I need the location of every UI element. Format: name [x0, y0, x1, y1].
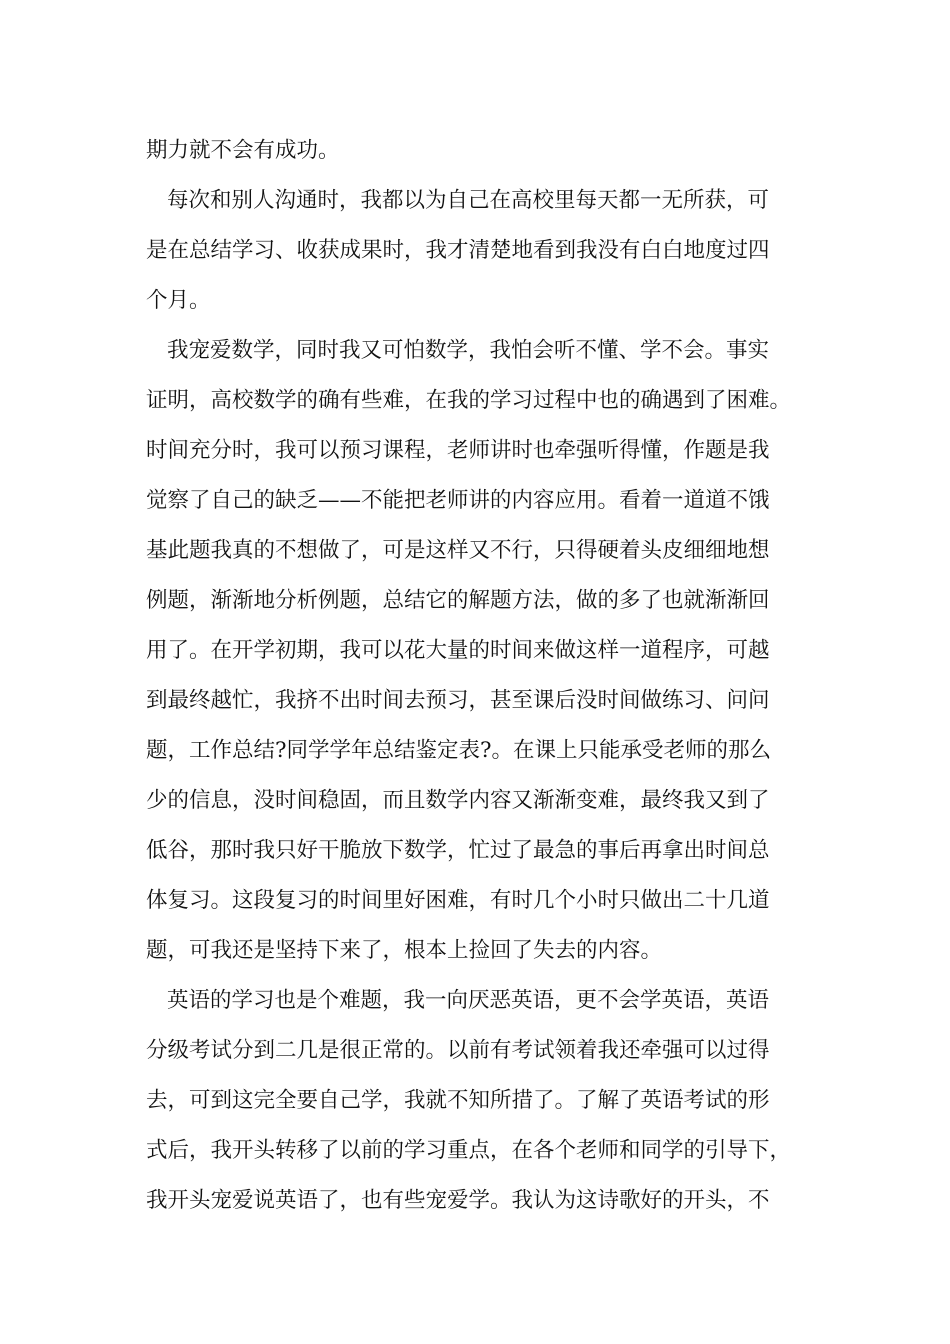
text-line: 体复习。这段复习的时间里好困难，有时几个小时只做出二十几道 [146, 888, 770, 913]
text-line: 每次和别人沟通时，我都以为自己在高校里每天都一无所获，可 [167, 188, 770, 213]
text-line: 式后，我开头转移了以前的学习重点，在各个老师和同学的引导下， [146, 1138, 792, 1163]
paragraph-3 [146, 326, 826, 976]
text-line: 时间充分时，我可以预习课程，老师讲时也牵强听得懂，作题是我 [146, 438, 770, 463]
text-line: 低谷，那时我只好干脆放下数学，忙过了最急的事后再拿出时间总 [146, 838, 770, 863]
text-line: 我开头宠爱说英语了，也有些宠爱学。我认为这诗歌好的开头，不 [146, 1188, 770, 1213]
text-line: 个月。 [146, 288, 211, 313]
text-line: 例题，渐渐地分析例题，总结它的解题方法，做的多了也就渐渐回 [146, 588, 770, 613]
text-line: 去，可到这完全要自己学，我就不知所措了。了解了英语考试的形 [146, 1088, 770, 1113]
text-line: 题，工作总结?同学学年总结鉴定表?。在课上只能承受老师的那么 [146, 738, 772, 763]
paragraph-2 [146, 176, 826, 326]
text-line: 觉察了自己的缺乏——不能把老师讲的内容应用。看着一道道不饿 [146, 488, 770, 513]
text-line: 我宠爱数学，同时我又可怕数学，我怕会听不懂、学不会。事实 [167, 338, 770, 363]
text-line: 证明，高校数学的确有些难，在我的学习过程中也的确遇到了困难。 [146, 388, 792, 413]
text-line: 期力就不会有成功。 [146, 138, 340, 163]
text-line: 分级考试分到二几是很正常的。以前有考试领着我还牵强可以过得 [146, 1038, 770, 1063]
text-line: 题，可我还是坚持下来了，根本上捡回了失去的内容。 [146, 938, 663, 963]
text-line: 是在总结学习、收获成果时，我才清楚地看到我没有白白地度过四 [146, 238, 770, 263]
text-line: 少的信息，没时间稳固，而且数学内容又渐渐变难，最终我又到了 [146, 788, 770, 813]
text-line: 到最终越忙，我挤不出时间去预习，甚至课后没时间做练习、问问 [146, 688, 770, 713]
document-body [146, 126, 826, 1226]
paragraph-4 [146, 976, 826, 1226]
text-line: 英语的学习也是个难题，我一向厌恶英语，更不会学英语，英语 [167, 988, 770, 1013]
text-line: 用了。在开学初期，我可以花大量的时间来做这样一道程序，可越 [146, 638, 770, 663]
paragraph-1 [146, 126, 826, 176]
text-line: 基此题我真的不想做了，可是这样又不行，只得硬着头皮细细地想 [146, 538, 770, 563]
